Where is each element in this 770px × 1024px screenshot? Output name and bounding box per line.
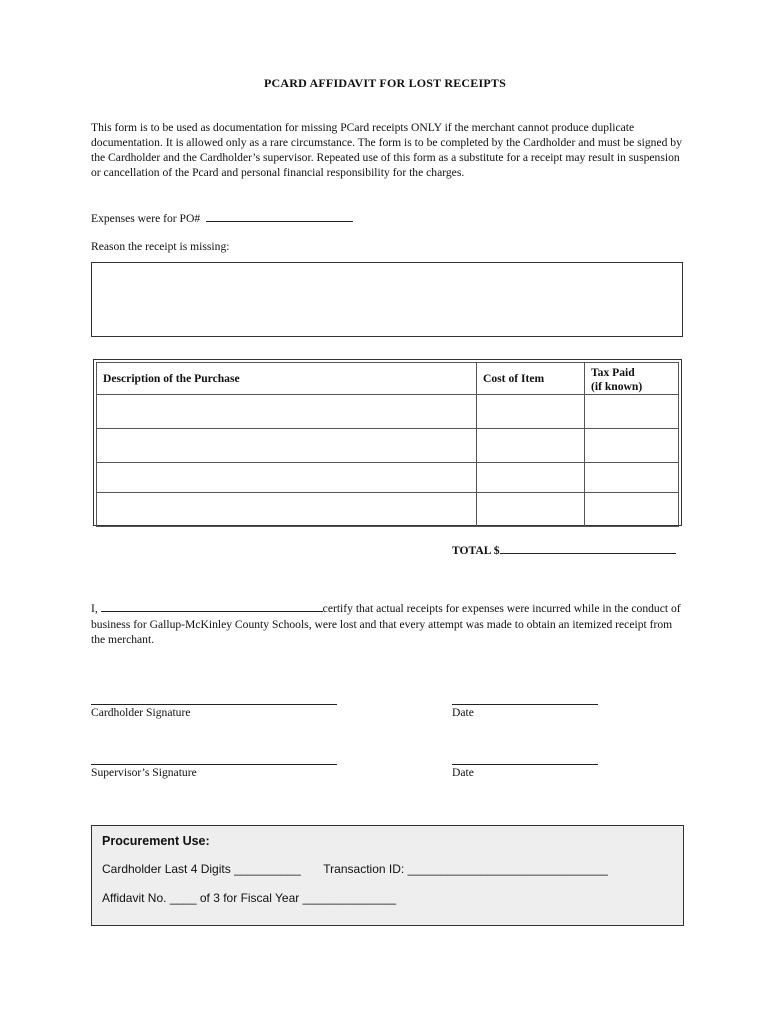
- certify-text: certify that actual receipts for expenses were incurred while in the conduct of business for Gallup-McKinley County Schools, were lost and that every attempt was made to obtain an itemized receipt from the merchant.: [91, 602, 681, 646]
- cardholder-date-label: Date: [452, 706, 474, 719]
- tax-cell[interactable]: [585, 429, 679, 463]
- cost-cell[interactable]: [477, 395, 585, 429]
- total-field[interactable]: [500, 542, 676, 554]
- tax-cell[interactable]: [585, 463, 679, 493]
- reason-label: Reason the receipt is missing:: [91, 240, 230, 253]
- transaction-field[interactable]: ______________________________: [407, 862, 608, 876]
- reason-textarea[interactable]: [91, 262, 683, 337]
- procurement-row-2: [102, 891, 396, 905]
- header-cost: Cost of Item: [477, 363, 585, 395]
- po-label: Expenses were for PO#: [91, 212, 201, 225]
- table-row: [97, 395, 679, 429]
- certify-prefix: I,: [91, 602, 98, 615]
- supervisor-date-label: Date: [452, 766, 474, 779]
- description-cell[interactable]: [97, 493, 477, 527]
- procurement-row-1: [102, 862, 672, 876]
- affidavit-number-field[interactable]: ____: [169, 891, 197, 905]
- tax-cell[interactable]: [585, 493, 679, 527]
- cost-cell[interactable]: [477, 463, 585, 493]
- table-row: [97, 463, 679, 493]
- header-tax-line2: (if known): [591, 379, 643, 393]
- cardholder-signature-label: Cardholder Signature: [91, 706, 191, 719]
- transaction-label: Transaction ID:: [323, 862, 405, 876]
- table-header-row: [97, 363, 679, 395]
- total-label: TOTAL $: [452, 544, 500, 557]
- header-tax-line1: Tax Paid: [591, 365, 635, 379]
- cost-cell[interactable]: [477, 429, 585, 463]
- total-row: [452, 542, 676, 557]
- po-number-field[interactable]: [206, 210, 353, 222]
- cost-cell[interactable]: [477, 493, 585, 527]
- po-row: [91, 210, 353, 225]
- affidavit-of-label: of 3 for Fiscal Year: [199, 891, 300, 905]
- cardholder-signature-line[interactable]: [91, 704, 337, 705]
- tax-cell[interactable]: [585, 395, 679, 429]
- header-description: Description of the Purchase: [97, 363, 477, 395]
- cardholder-date-line[interactable]: [452, 704, 598, 705]
- certification-paragraph: [91, 601, 685, 648]
- table-row: [97, 493, 679, 527]
- supervisor-date-line[interactable]: [452, 764, 598, 765]
- cardholder-name-field[interactable]: [101, 601, 323, 612]
- table-row: [97, 429, 679, 463]
- procurement-box: [91, 825, 684, 926]
- fiscal-year-field[interactable]: ______________: [302, 891, 397, 905]
- purchase-table: [93, 359, 682, 526]
- description-cell[interactable]: [97, 429, 477, 463]
- last4-field[interactable]: __________: [234, 862, 301, 876]
- last4-label: Cardholder Last 4 Digits: [102, 862, 231, 876]
- page-title: PCARD AFFIDAVIT FOR LOST RECEIPTS: [264, 76, 506, 90]
- supervisor-signature-label: Supervisor’s Signature: [91, 766, 197, 779]
- procurement-title: Procurement Use:: [102, 834, 210, 848]
- intro-paragraph: This form is to be used as documentation for missing PCard receipts ONLY if the merchant cannot produce duplicate documentation. It is allowed only as a rare circumstance. The form is to be completed by the Cardholder and must be signed by the Cardholder and the Cardholder’s supervisor. Repeated use of this form as a substitute for a receipt may result in suspension or cancellation of the Pcard and personal financial responsibility for the charges.: [91, 121, 682, 179]
- description-cell[interactable]: [97, 395, 477, 429]
- affidavit-label: Affidavit No.: [102, 891, 167, 905]
- description-cell[interactable]: [97, 463, 477, 493]
- header-tax: [585, 363, 679, 395]
- supervisor-signature-line[interactable]: [91, 764, 337, 765]
